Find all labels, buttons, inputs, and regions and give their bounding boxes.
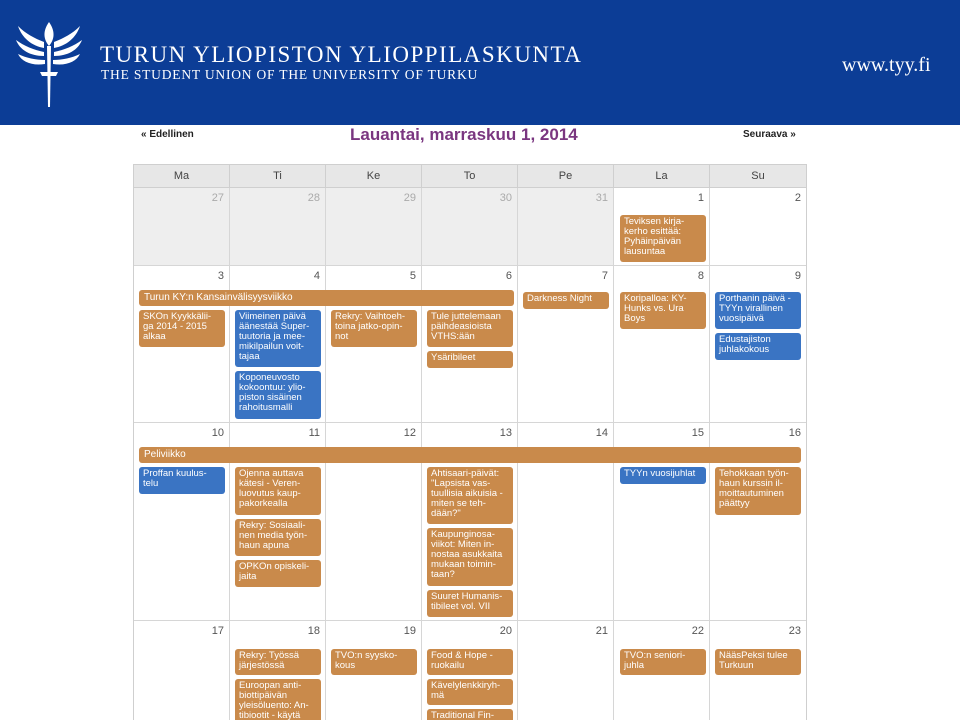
org-name-en: THE STUDENT UNION OF THE UNIVERSITY OF TURKU [101, 67, 479, 82]
multi-day-event-bar[interactable]: Peliviikko [139, 447, 801, 463]
weekday-label: Ma [134, 165, 230, 187]
calendar-event[interactable]: Kaupunginosa-viikot: Miten in-nostaa asukkaita mukaan toimin-taan? [427, 528, 513, 586]
day-cell[interactable] [614, 266, 710, 423]
calendar-event[interactable]: TVO:n seniori-juhla [620, 649, 706, 675]
calendar-event[interactable]: Ojenna auttava kätesi - Veren-luovutus kaup-pakorkealla [235, 467, 321, 515]
calendar-event[interactable]: Euroopan anti-biottipäivän yleisöluento: An-tibiootit - käytä [235, 679, 321, 720]
weekday-label: Ke [326, 165, 422, 187]
day-number: 30 [499, 192, 512, 204]
day-number: 28 [307, 192, 320, 204]
day-number: 18 [307, 625, 320, 637]
calendar-event[interactable]: Viimeinen päivä äänestää Super-tuutoria ja mee-mikilpailun voit-tajaa [235, 310, 321, 367]
calendar-event[interactable]: TVO:n syysko-kous [331, 649, 417, 675]
day-cell[interactable] [518, 621, 614, 720]
day-number: 9 [794, 270, 801, 282]
day-number: 17 [211, 625, 224, 637]
month-calendar [133, 164, 807, 720]
calendar-event[interactable]: Koponeuvosto kokoontuu: ylio-piston sisäinen rahoitusmalli [235, 371, 321, 419]
calendar-event[interactable]: Food & Hope - ruokailu [427, 649, 513, 675]
calendar-event[interactable]: Teviksen kirja-kerho esittää: Pyhäinpäivän lausuntaa [620, 215, 706, 262]
weekday-label: Pe [518, 165, 614, 187]
calendar-event[interactable]: Ahtisaari-päivät: "Lapsista vas-tuullisia aikuisia - miten se teh-dään?" [427, 467, 513, 524]
calendar-event[interactable]: Rekry: Työssä järjestössä [235, 649, 321, 675]
day-cell[interactable] [518, 266, 614, 423]
day-cell[interactable] [422, 188, 518, 266]
torch-wings-logo-icon[interactable] [14, 12, 84, 112]
calendar-event[interactable]: Rekry: Vaihtoeh-toina jatko-opin-not [331, 310, 417, 347]
day-number: 31 [595, 192, 608, 204]
day-number: 2 [794, 192, 801, 204]
day-cell[interactable] [134, 188, 230, 266]
day-cell[interactable] [230, 188, 326, 266]
calendar-event[interactable]: Kävelylenkkiryh-mä [427, 679, 513, 705]
day-cell[interactable] [326, 188, 422, 266]
calendar-event[interactable]: Edustajiston juhlakokous [715, 333, 801, 360]
day-number: 19 [403, 625, 416, 637]
day-number: 16 [788, 427, 801, 439]
multi-day-event-bar[interactable]: Turun KY:n Kansainvälisyysviikko [139, 290, 514, 306]
day-number: 12 [403, 427, 416, 439]
weekday-label: To [422, 165, 518, 187]
weekday-label: Su [751, 170, 765, 182]
day-number: 8 [697, 270, 704, 282]
calendar-event[interactable]: OPKOn opiskeli-jaita [235, 560, 321, 587]
weekday-header [134, 165, 806, 188]
calendar-event[interactable]: Koripalloa: KY-Hunks vs. Ura Boys [620, 292, 706, 329]
day-number: 15 [691, 427, 704, 439]
calendar-event[interactable]: TYYn vuosijuhlat [620, 467, 706, 484]
day-number: 20 [499, 625, 512, 637]
day-number: 22 [691, 625, 704, 637]
previous-link[interactable]: « Edellinen [141, 129, 194, 140]
calendar-event[interactable]: Ysäribileet [427, 351, 513, 368]
day-number: 29 [403, 192, 416, 204]
site-url[interactable]: www.tyy.fi [842, 54, 931, 76]
day-number: 6 [505, 270, 512, 282]
day-cell[interactable] [134, 621, 230, 720]
day-number: 5 [409, 270, 416, 282]
day-number: 13 [499, 427, 512, 439]
day-cell[interactable] [710, 188, 806, 266]
org-name-fi: TURUN YLIOPISTON YLIOPPILASKUNTA [100, 42, 583, 67]
header-banner [0, 0, 960, 125]
day-cell[interactable] [518, 188, 614, 266]
calendar-event[interactable]: Tule juttelemaan päihdeasioista VTHS:ään [427, 310, 513, 347]
calendar-event[interactable]: Porthanin päivä - TYYn virallinen vuosipäivä [715, 292, 801, 329]
calendar-event[interactable]: Traditional Fin- [427, 709, 513, 720]
calendar-event[interactable]: Tehokkaan työn-haun kurssin il-moittautuminen päättyy [715, 467, 801, 515]
day-number: 4 [313, 270, 320, 282]
day-number: 27 [211, 192, 224, 204]
calendar-event[interactable]: NääsPeksi tulee Turkuun [715, 649, 801, 675]
calendar-event[interactable]: Darkness Night [523, 292, 609, 309]
day-number: 14 [595, 427, 608, 439]
calendar-event[interactable]: Rekry: Sosiaali-nen media työn-haun apuna [235, 519, 321, 556]
day-number: 3 [217, 270, 224, 282]
day-number: 7 [601, 270, 608, 282]
day-number: 10 [211, 427, 224, 439]
calendar-event[interactable]: Proffan kuulus-telu [139, 467, 225, 494]
day-number: 23 [788, 625, 801, 637]
next-link[interactable]: Seuraava » [743, 129, 796, 140]
weekday-label: La [614, 165, 710, 187]
day-number: 11 [308, 427, 320, 439]
calendar-event[interactable]: SKOn Kyykkälii-ga 2014 - 2015 alkaa [139, 310, 225, 347]
day-number: 21 [595, 625, 608, 637]
day-number: 1 [697, 192, 704, 204]
weekday-label: Ti [230, 165, 326, 187]
calendar-title: Lauantai, marraskuu 1, 2014 [350, 125, 578, 144]
calendar-event[interactable]: Suuret Humanis-tibileet vol. VII [427, 590, 513, 617]
